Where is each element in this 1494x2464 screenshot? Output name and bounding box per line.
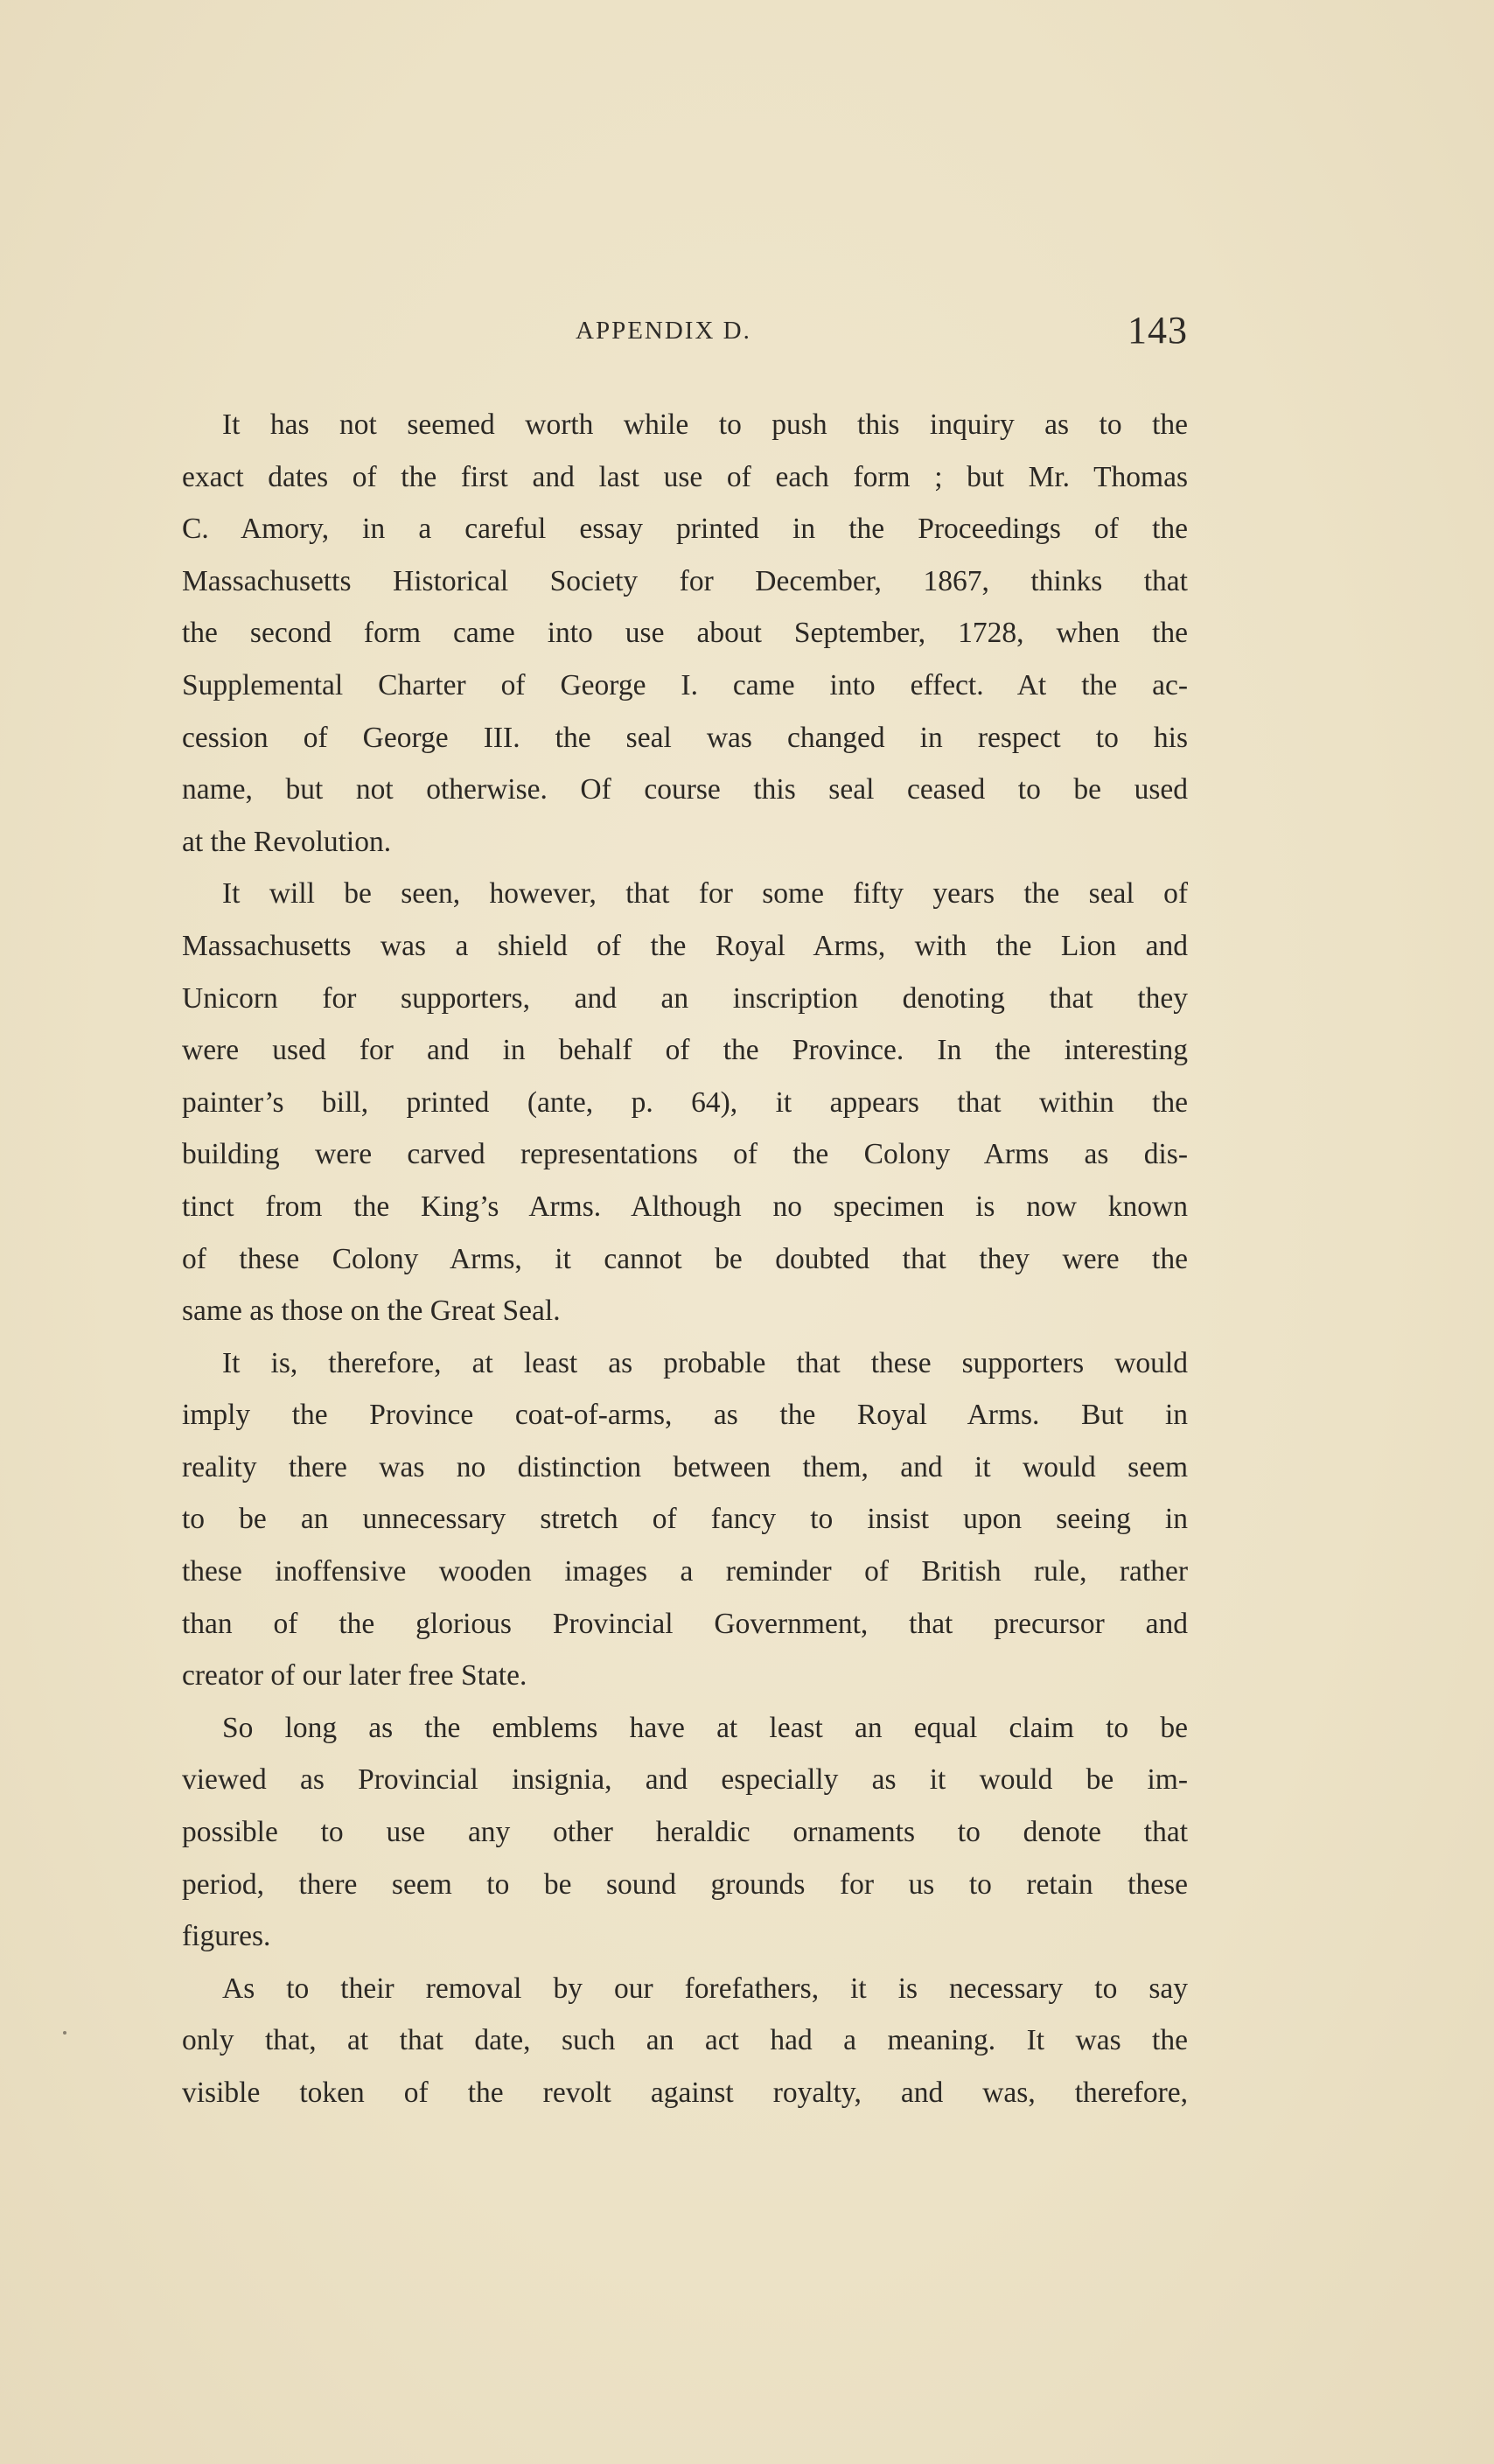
text-line: than of the glorious Provincial Government, that precursor and bbox=[182, 1607, 1188, 1640]
text-line: exact dates of the first and last use of each form ; but Mr. Thomas bbox=[182, 460, 1188, 493]
text-line: these inoffensive wooden images a reminder of British rule, rather bbox=[182, 1555, 1188, 1588]
text-line: viewed as Provincial insignia, and especially as it would be im- bbox=[182, 1763, 1188, 1797]
text-line: figures. bbox=[182, 1920, 271, 1953]
text-line: painter’s bill, printed (ante, p. 64), it appears that within the bbox=[182, 1085, 1188, 1119]
text-line: Massachusetts Historical Society for December, 1867, thinks that bbox=[182, 564, 1188, 597]
running-title: APPENDIX D. bbox=[576, 317, 751, 345]
text-line: possible to use any other heraldic ornaments to denote that bbox=[182, 1816, 1188, 1849]
text-line: of these Colony Arms, it cannot be doubted that they were the bbox=[182, 1242, 1188, 1275]
text-line: period, there seem to be sound grounds for us to retain these bbox=[182, 1867, 1188, 1901]
text-line: to be an unnecessary stretch of fancy to insist upon seeing in bbox=[182, 1503, 1188, 1536]
text-line: only that, at that date, such an act had a meaning. It was the bbox=[182, 2024, 1188, 2057]
text-line: It will be seen, however, that for some fifty years the seal of bbox=[222, 877, 1188, 911]
text-line: cession of George III. the seal was changed in respect to his bbox=[182, 721, 1188, 754]
text-line: creator of our later free State. bbox=[182, 1659, 527, 1693]
text-line: tinct from the King’s Arms. Although no specimen is now known bbox=[182, 1190, 1188, 1223]
text-line: at the Revolution. bbox=[182, 825, 392, 858]
text-line: Massachusetts was a shield of the Royal Arms, with the Lion and bbox=[182, 929, 1188, 962]
page-header bbox=[182, 308, 1188, 360]
text-line: the second form came into use about September, 1728, when the bbox=[182, 617, 1188, 650]
text-line: were used for and in behalf of the Province. In the interesting bbox=[182, 1034, 1188, 1067]
text-line: same as those on the Great Seal. bbox=[182, 1295, 561, 1328]
text-line: Supplemental Charter of George I. came into effect. At the ac- bbox=[182, 668, 1188, 702]
text-line: As to their removal by our forefathers, it is necessary to say bbox=[222, 1972, 1188, 2005]
text-line: name, but not otherwise. Of course this seal ceased to be used bbox=[182, 773, 1188, 806]
text-line: visible token of the revolt against royalty, and was, therefore, bbox=[182, 2077, 1188, 2109]
text-line: imply the Province coat-of-arms, as the Royal Arms. But in bbox=[182, 1399, 1188, 1432]
text-line: So long as the emblems have at least an equal claim to be bbox=[222, 1711, 1188, 1744]
text-line: building were carved representations of the Colony Arms as dis- bbox=[182, 1138, 1188, 1171]
text-line: reality there was no distinction between them, and it would seem bbox=[182, 1450, 1188, 1483]
text-line: It is, therefore, at least as probable that these supporters would bbox=[222, 1346, 1188, 1379]
margin-speck bbox=[63, 2031, 66, 2035]
text-line: C. Amory, in a careful essay printed in the Proceedings of the bbox=[182, 513, 1188, 546]
body-text bbox=[182, 399, 1188, 2119]
text-line: Unicorn for supporters, and an inscription denoting that they bbox=[182, 981, 1188, 1015]
text-line: It has not seemed worth while to push this inquiry as to the bbox=[222, 408, 1188, 441]
page-number: 143 bbox=[1127, 309, 1188, 352]
